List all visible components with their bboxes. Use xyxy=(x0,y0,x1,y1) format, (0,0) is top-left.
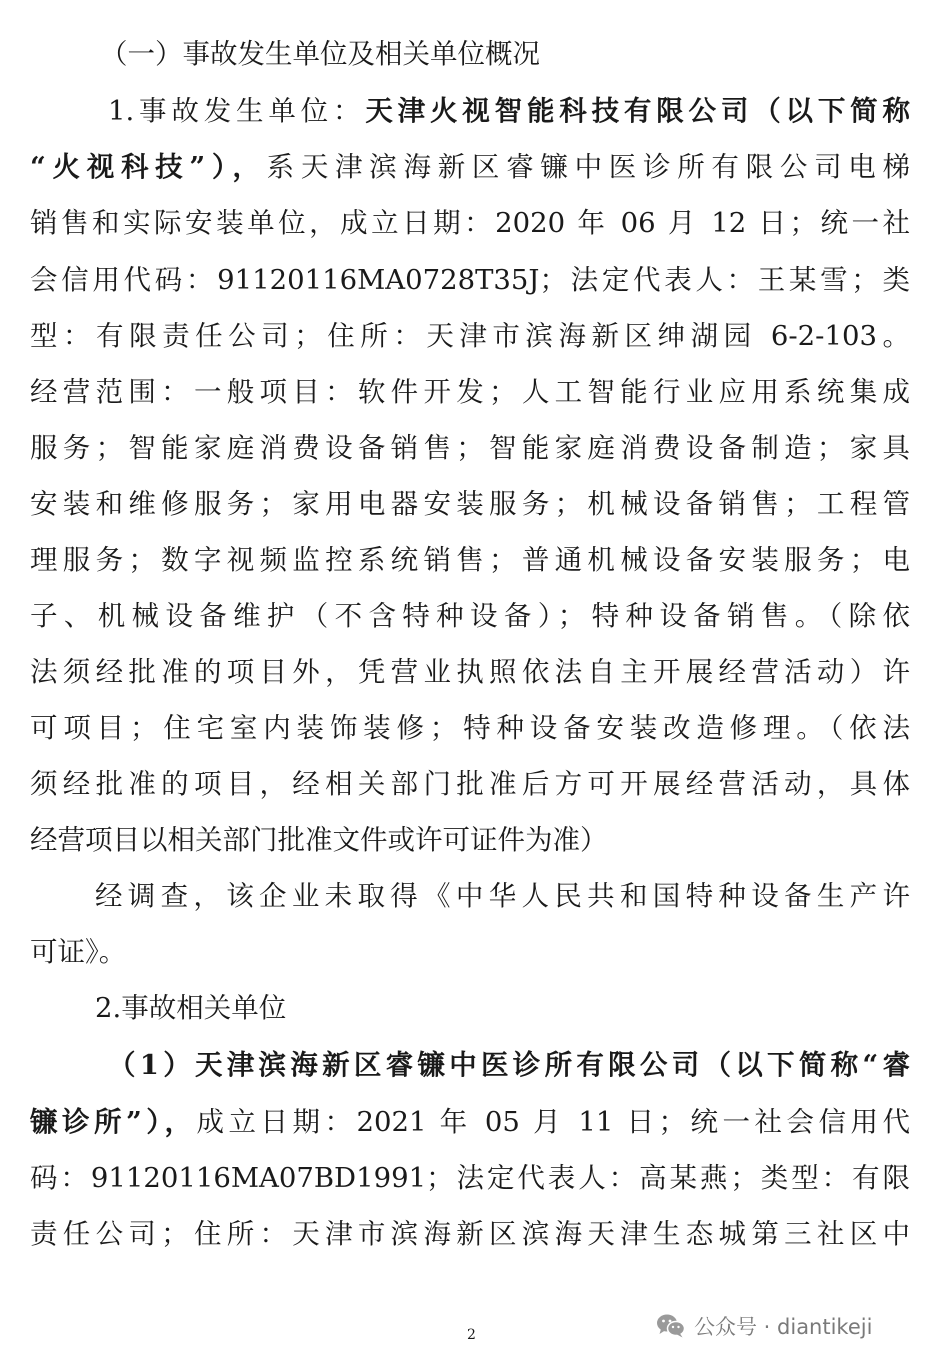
line-text: 成立日期：2021 年 05 月 11 日；统一社会信用代 xyxy=(196,1106,910,1138)
paragraph-line: 子、机械设备维护（不含特种设备）；特种设备销售。（除依 xyxy=(30,600,910,632)
section-heading: （一）事故发生单位及相关单位概况 xyxy=(100,38,540,70)
paragraph-line: 安装和维修服务；家用电器安装服务；机械设备销售；工程管 xyxy=(30,488,910,520)
paragraph-line: 经营范围：一般项目：软件开发；人工智能行业应用系统集成 xyxy=(30,376,910,408)
wechat-icon xyxy=(656,1313,686,1339)
paragraph-line: 可证》。 xyxy=(30,936,127,968)
paragraph-line xyxy=(30,145,910,189)
paragraph-line: 法须经批准的项目外，凭营业执照依法自主开展经营活动）许 xyxy=(30,656,910,688)
paragraph-line: 服务；智能家庭消费设备销售；智能家庭消费设备制造；家具 xyxy=(30,432,910,464)
company-short-name-bold: “火视科技”）， xyxy=(30,151,267,183)
line-text: 系天津滨海新区睿镰中医诊所有限公司电梯 xyxy=(266,151,911,183)
paragraph-line: 经调查，该企业未取得《中华人民共和国特种设备生产许 xyxy=(95,880,910,912)
paragraph-line: 经营项目以相关部门批准文件或许可证件为准） xyxy=(30,824,608,856)
subsection-heading: 2.事故相关单位 xyxy=(95,992,287,1024)
paragraph-line: 须经批准的项目，经相关部门批准后方可开展经营活动，具体 xyxy=(30,768,910,800)
company-short-name-bold: 镰诊所”）， xyxy=(30,1106,197,1138)
paragraph-line: 可项目；住宅室内装饰装修；特种设备安装改造修理。（依法 xyxy=(30,712,910,744)
paragraph-line xyxy=(108,89,910,133)
company-name-bold: 天津火视智能科技有限公司（以下简称 xyxy=(365,95,910,127)
paragraph-line: 型：有限责任公司；住所：天津市滨海新区绅湖园 6-2-103。 xyxy=(30,320,910,352)
paragraph-line: 会信用代码：91120116MA0728T35J；法定代表人：王某雪；类 xyxy=(30,264,910,296)
paragraph-line: （1）天津滨海新区睿镰中医诊所有限公司（以下简称“睿 xyxy=(108,1049,910,1081)
paragraph-line xyxy=(30,1100,910,1144)
page-number: 2 xyxy=(467,1327,476,1343)
wechat-watermark xyxy=(656,1306,872,1346)
paragraph-line: 理服务；数字视频监控系统销售；普通机械设备安装服务；电 xyxy=(30,544,910,576)
item-number-label: 1.事故发生单位： xyxy=(108,95,366,127)
paragraph-line: 销售和实际安装单位，成立日期：2020 年 06 月 12 日；统一社 xyxy=(30,207,910,239)
paragraph-line: 码：91120116MA07BD1991；法定代表人：高某燕；类型：有限 xyxy=(30,1162,910,1194)
paragraph-line: 责任公司；住所：天津市滨海新区滨海天津生态城第三社区中 xyxy=(30,1218,910,1250)
watermark-text: 公众号 · diantikeji xyxy=(694,1315,873,1339)
